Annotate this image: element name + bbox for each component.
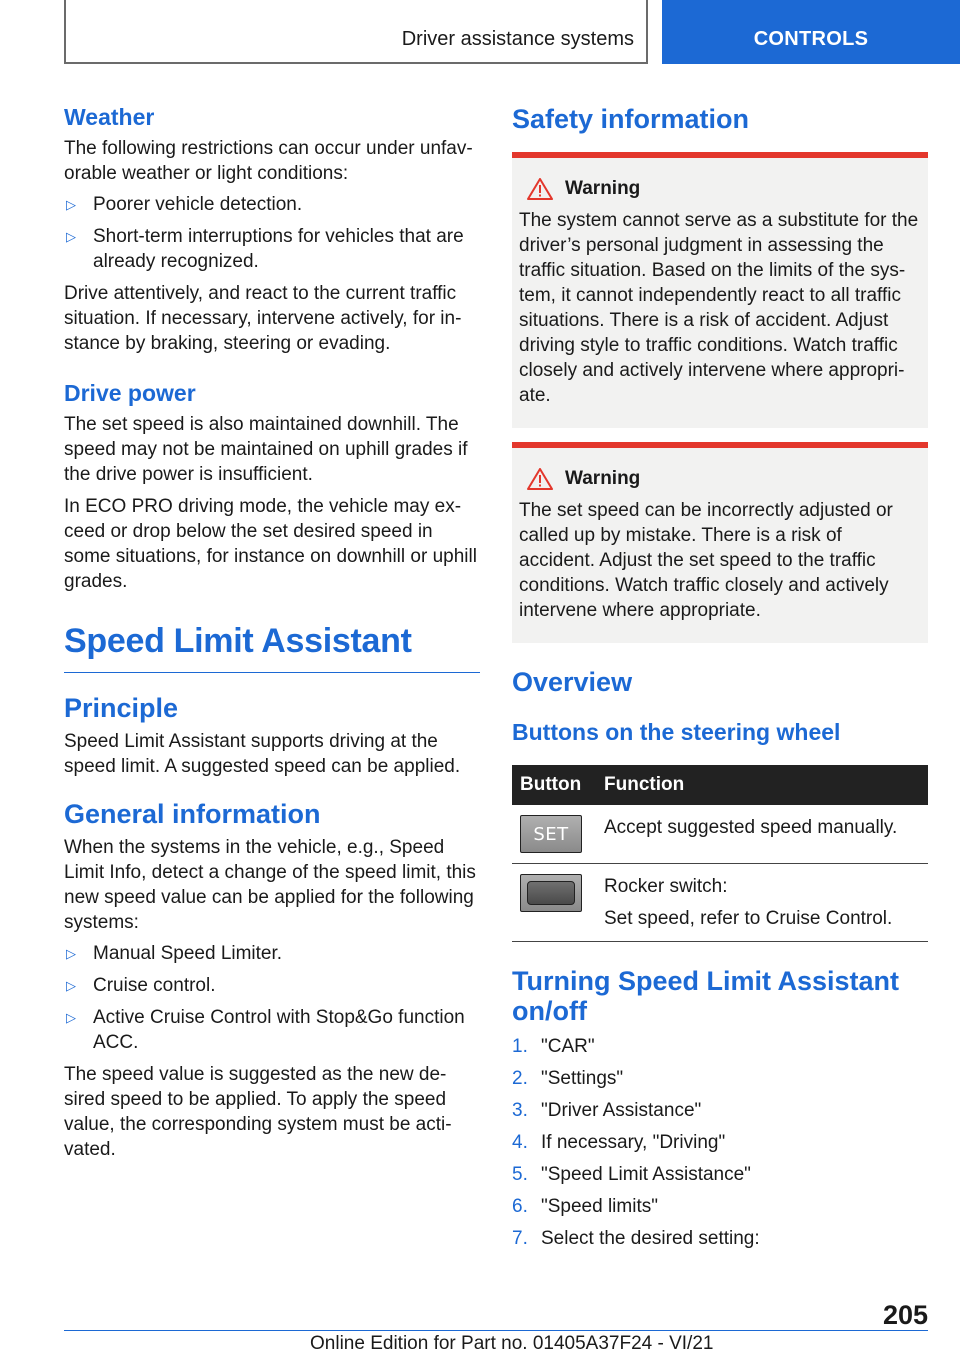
list-item xyxy=(64,1005,480,1055)
weather-heading: Weather xyxy=(64,104,155,130)
triangle-bullet-icon: ▷ xyxy=(66,197,76,212)
page-number: 205 xyxy=(882,1300,928,1330)
drive-power-heading: Drive power xyxy=(64,380,196,406)
footer-edition: Online Edition for Part no. 01405A37F24 - VI/21 xyxy=(310,1333,714,1354)
rocker-switch-shape xyxy=(527,881,575,905)
step-text: "Speed limits" xyxy=(541,1196,658,1217)
step-number: 2. xyxy=(512,1068,528,1089)
step-text: "Speed Limit Assistance" xyxy=(541,1164,751,1185)
table-cell-function xyxy=(596,805,928,864)
weather-after-text: Drive attentively, and react to the current traffic situation. If necessary, intervene actively, for in-stance by braking, steering or evading. xyxy=(64,283,462,354)
table-header-function: Function xyxy=(596,765,928,805)
step-number: 3. xyxy=(512,1100,528,1121)
table-row xyxy=(512,864,928,942)
set-button-label: SET xyxy=(533,823,569,845)
list-item-text: Short-term interruptions for vehicles that are already recognized. xyxy=(93,226,464,272)
list-item-text: Active Cruise Control with Stop&Go function ACC. xyxy=(93,1007,465,1053)
table-cell-button xyxy=(512,864,596,942)
warning-text: The set speed can be incorrectly adjusted or called up by mistake. There is a risk of accident. Adjust the set speed to the traffic conditions. Watch traffic closely and actively intervene where appropriate. xyxy=(519,500,893,621)
step-item xyxy=(512,1034,928,1059)
warning-header xyxy=(527,178,921,200)
rocker-switch-icon xyxy=(520,874,582,912)
table-cell-button xyxy=(512,805,596,864)
right-column xyxy=(512,100,928,1258)
weather-text: The following restrictions can occur under unfav-orable weather or light conditions: xyxy=(64,138,473,184)
header-section-box xyxy=(64,0,648,64)
step-text: If necessary, "Driving" xyxy=(541,1132,726,1153)
triangle-bullet-icon: ▷ xyxy=(66,978,76,993)
step-item xyxy=(512,1098,928,1123)
warning-box xyxy=(512,152,928,428)
step-item xyxy=(512,1194,928,1219)
list-item-text: Manual Speed Limiter. xyxy=(93,943,283,964)
header-chapter-tab[interactable] xyxy=(662,0,960,64)
turning-on-off-heading: Turning Speed Limit Assistant on/off xyxy=(512,966,900,1026)
general-info-text: When the systems in the vehicle, e.g., Speed Limit Info, detect a change of the speed limit, this new speed value can be applied for the following systems: xyxy=(64,837,476,933)
list-item xyxy=(64,941,480,966)
buttons-table xyxy=(512,765,928,942)
principle-heading: Principle xyxy=(64,693,179,723)
list-item-text: Cruise control. xyxy=(93,975,216,996)
warning-box xyxy=(512,442,928,643)
drive-power-text-1: The set speed is also maintained downhill. The speed may not be maintained on uphill grades if the drive power is insufficient. xyxy=(64,414,468,485)
step-item xyxy=(512,1226,928,1251)
footer-divider xyxy=(64,1330,864,1331)
list-item-text: Poorer vehicle detection. xyxy=(93,194,303,215)
function-text: Accept suggested speed manually. xyxy=(604,817,898,838)
set-button-icon xyxy=(520,815,582,853)
triangle-bullet-icon: ▷ xyxy=(66,1010,76,1025)
warning-title: Warning xyxy=(565,178,641,199)
buttons-heading: Buttons on the steering wheel xyxy=(512,719,841,745)
header-section-title: Driver assistance systems xyxy=(401,28,634,50)
table-cell-function xyxy=(596,864,928,942)
general-info-heading: General information xyxy=(64,799,321,829)
step-item xyxy=(512,1066,928,1091)
function-text: Rocker switch: xyxy=(604,876,728,897)
overview-heading: Overview xyxy=(512,667,633,697)
triangle-bullet-icon: ▷ xyxy=(66,229,76,244)
list-item xyxy=(64,224,480,274)
warning-text: The system cannot serve as a substitute for the driver’s personal judgment in assessing the traffic situation. Based on the limits of the sys-tem, it cannot independently react to all traffic situations. There is a risk of accident. Adjust driving style to traffic conditions. Watch traffic closely and actively intervene where appropri-ate. xyxy=(519,210,919,406)
step-number: 6. xyxy=(512,1196,528,1217)
principle-text: Speed Limit Assistant supports driving at the speed limit. A suggested speed can be applied. xyxy=(64,731,461,777)
weather-list xyxy=(64,192,480,274)
safety-info-heading: Safety information xyxy=(512,104,750,134)
general-after-text: The speed value is suggested as the new de-sired speed to be applied. To apply the speed value, the corresponding system must be acti-vated. xyxy=(64,1064,452,1160)
warning-triangle-icon xyxy=(527,178,553,200)
table-header-button: Button xyxy=(512,765,596,805)
step-number: 7. xyxy=(512,1228,528,1249)
drive-power-text-2: In ECO PRO driving mode, the vehicle may ex-ceed or drop below the set desired speed in some situations, for instance on downhill or uphill grades. xyxy=(64,496,477,592)
systems-list xyxy=(64,941,480,1055)
left-column xyxy=(64,100,480,1162)
step-number: 1. xyxy=(512,1036,528,1057)
list-item xyxy=(64,973,480,998)
step-item xyxy=(512,1162,928,1187)
steps-list xyxy=(512,1034,928,1251)
header-chapter-label: CONTROLS xyxy=(753,28,869,50)
function-text: Set speed, refer to Cruise Control. xyxy=(604,908,893,929)
warning-title: Warning xyxy=(565,468,641,489)
step-item xyxy=(512,1130,928,1155)
triangle-bullet-icon: ▷ xyxy=(66,946,76,961)
warning-header xyxy=(527,468,921,490)
step-number: 4. xyxy=(512,1132,528,1153)
table-header-row xyxy=(512,765,928,805)
step-number: 5. xyxy=(512,1164,528,1185)
footer-divider-right xyxy=(864,1330,928,1331)
table-row xyxy=(512,805,928,864)
step-text: Select the desired setting: xyxy=(541,1228,760,1249)
step-text: "CAR" xyxy=(541,1036,595,1057)
warning-triangle-icon xyxy=(527,468,553,490)
list-item xyxy=(64,192,480,217)
step-text: "Settings" xyxy=(541,1068,624,1089)
step-text: "Driver Assistance" xyxy=(541,1100,702,1121)
speed-limit-assistant-heading: Speed Limit Assistant xyxy=(64,620,480,673)
